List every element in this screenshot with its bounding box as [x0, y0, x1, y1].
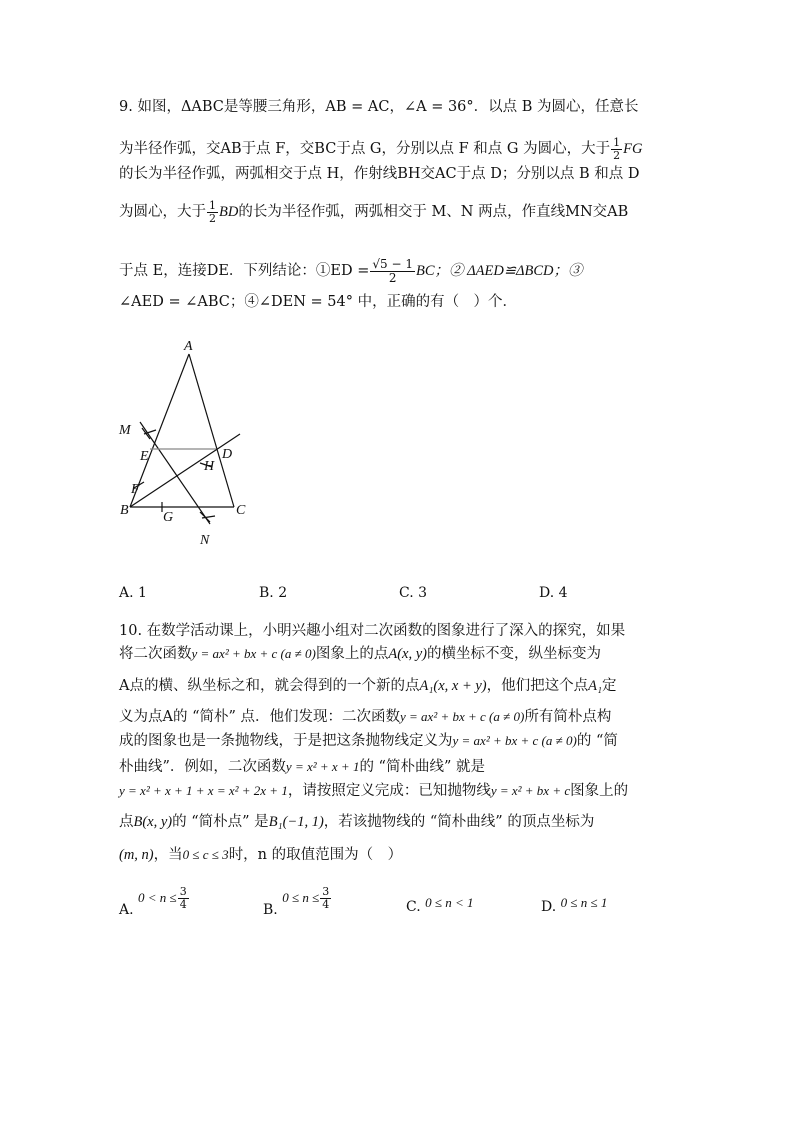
label-f: F [131, 482, 140, 497]
label-a: A [184, 339, 193, 354]
q9-option-c[interactable]: C. 3 [399, 585, 428, 601]
q10-line-8: 点B(x, y)的 “简朴点” 是B₁(−1, 1)，若该抛物线的 “简朴曲线” 的顶点坐标为 [119, 814, 595, 830]
q10-line-2: 将二次函数y = ax² + bx + c (a ≠ 0)图象上的点A(x, y)的横坐标不变，纵坐标变为 [119, 646, 601, 662]
q9-option-d[interactable]: D. 4 [539, 585, 568, 601]
q9-line-4: 为圆心，大于 $\frac{1}{2}$ BD的长为半径作弧，两弧相交于 M、N 两点，作直线MN交AB [119, 199, 629, 225]
q9-option-b[interactable]: B. 2 [259, 585, 288, 601]
label-c: C [236, 503, 246, 518]
q9-half-fraction: $\frac{1}{2}$ [613, 136, 621, 162]
q10-option-a[interactable]: A. 0 < n ≤ $\frac{3}{4}$ [119, 885, 187, 919]
q10-line-1: 10. 在数学活动课上，小明兴趣小组对二次函数的图象进行了深入的探究，如果 [119, 623, 626, 639]
q9-sqrt-fraction: $\frac{√5 - 1}{2}$ [372, 257, 413, 285]
line-mn [140, 422, 210, 524]
label-d: D [222, 447, 233, 462]
q9-line-3: 的长为半径作弧，两弧相交于点 H，作射线BH交AC于点 D；分别以点 B 和点 D [119, 166, 640, 182]
q10-line-5: 成的图象也是一条抛物线，于是把这条抛物线定义为y = ax² + bx + c (a ≠ 0)的 “简 [119, 733, 618, 749]
q10-option-d[interactable]: D. 0 ≤ n ≤ 1 [541, 895, 608, 915]
label-b: B [120, 503, 129, 518]
q10-line-3: A点的横、纵坐标之和，就会得到的一个新的点A₁(x, x + y)，他们把这个点A₁定 [119, 678, 617, 694]
q9-option-a[interactable]: A. 1 [119, 585, 147, 601]
label-e: E [140, 449, 149, 464]
q9-line-2: 为半径作弧，交AB于点 F，交BC于点 G，分别以点 F 和点 G 为圆心，大于 $\frac{1}{2}$ FG [119, 136, 643, 162]
arc-m-2 [142, 428, 150, 439]
label-m: M [119, 423, 131, 438]
q9-line-1: 9. 如图，ΔABC是等腰三角形，AB = AC，∠A = 36°．以点 B 为圆心，任意长 [119, 99, 639, 115]
q9-half-fraction-2: $\frac{1}{2}$ [209, 199, 216, 225]
q10-line-4: 义为点A的 “简朴” 点．他们发现：二次函数y = ax² + bx + c (a ≠ 0)所有简朴点构 [119, 709, 612, 725]
q10-line-7: y = x² + x + 1 + x = x² + 2x + 1，请按照定义完成：已知抛物线y = x² + bx + c图象上的 [119, 783, 629, 799]
triangle-figure [112, 336, 262, 551]
q9-line-6: ∠AED = ∠ABC；④∠DEN = 54° 中，正确的有（ ）个． [119, 294, 518, 310]
side-ac [189, 354, 234, 507]
q10-option-b[interactable]: B. 0 ≤ n ≤ $\frac{3}{4}$ [263, 885, 330, 919]
label-g: G [163, 510, 174, 525]
q10-option-c[interactable]: C. 0 ≤ n < 1 [406, 895, 474, 915]
q10-line-9: (m, n)，当0 ≤ c ≤ 3时，n 的取值范围为（ ） [119, 847, 403, 863]
q10-line-6: 朴曲线”．例如，二次函数y = x² + x + 1的 “简朴曲线” 就是 [119, 759, 485, 775]
q9-line-5: 于点 E，连接DE．下列结论：①ED = $\frac{√5 - 1}{2}$ BC；② ΔAED≌ΔBCD；③ [119, 257, 583, 285]
label-n: N [200, 533, 210, 548]
label-h: H [204, 459, 215, 474]
